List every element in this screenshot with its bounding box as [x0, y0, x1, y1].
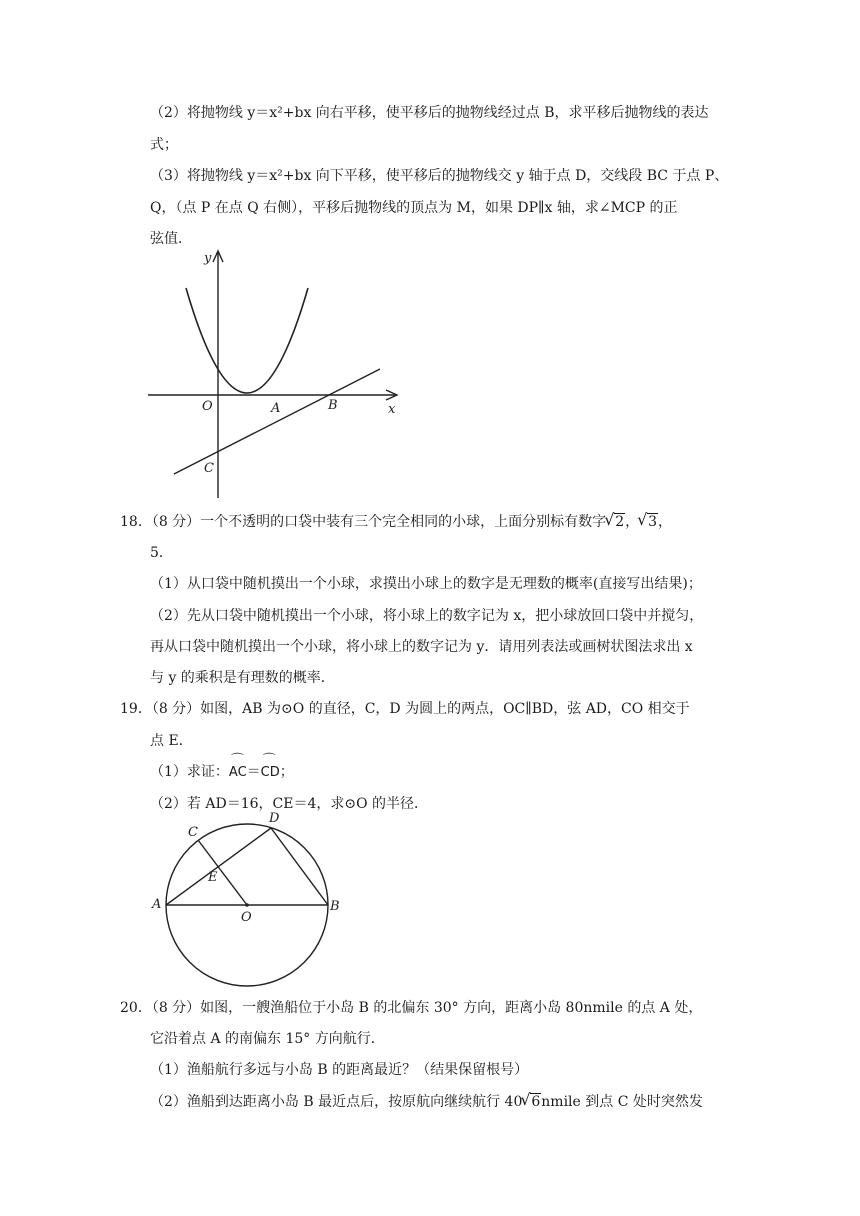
- q17-part3-line1: （3）将抛物线 y＝x²+bx 向下平移，使平移后的抛物线交 y 轴于点 D，交线段 BC 于点 P、: [150, 168, 729, 184]
- parabola-figure: [148, 248, 402, 500]
- q18-part2-line2: 再从口袋中随机摸出一个小球，将小球上的数字记为 y．请用列表法或画树状图法求出 x: [150, 639, 693, 655]
- q18-part2-line3: 与 y 的乘积是有理数的概率．: [150, 670, 335, 686]
- q20-part2: （2）渔船到达距离小岛 B 最近点后，按原航向继续航行 40√ 6nmile 到点 C 处时突然发: [150, 1092, 703, 1112]
- q20-header-line2: 它沿着点 A 的南偏东 15° 方向航行．: [150, 1031, 385, 1047]
- fig19-label-E: E: [208, 870, 218, 885]
- q17-part2-line1: （2）将抛物线 y＝x²+bx 向右平移，使平移后的抛物线经过点 B，求平移后抛物线的表达: [150, 105, 709, 121]
- fig17-label-C: C: [204, 461, 214, 476]
- fig19-label-B: B: [330, 899, 340, 914]
- q20-header-text: （8 分）如图，一艘渔船位于小岛 B 的北偏东 30° 方向，距离小岛 80nmile 的点 A 处，: [151, 1000, 703, 1016]
- q17-part3-line3: 弦值．: [150, 231, 192, 247]
- fig19-label-A: A: [152, 897, 162, 912]
- sqrt-6: √ 6: [522, 1092, 541, 1112]
- circle-figure: [148, 806, 348, 988]
- fig17-label-B: B: [328, 398, 338, 413]
- q19-part1: （1）求证：⌒ AC＝⌒ CD；: [150, 762, 294, 783]
- q17-part3-line2: Q，（点 P 在点 Q 右侧），平移后抛物线的顶点为 M，如果 DP∥x 轴，求∠MCP 的正: [150, 200, 678, 216]
- q19-header-line2: 点 E．: [150, 733, 193, 749]
- q19-part2: （2）若 AD＝16，CE＝4，求⊙O 的半径．: [150, 796, 429, 812]
- q20-number: 20．: [120, 1000, 152, 1016]
- q18-number-five: 5．: [150, 545, 173, 561]
- q20-part1: （1）渔船航行多远与小岛 B 的距离最近？（结果保留根号）: [150, 1062, 529, 1078]
- q19-number: 19．: [120, 701, 152, 717]
- fig19-label-O: O: [241, 910, 252, 925]
- q19-header-line1: [120, 699, 690, 719]
- q20-header-line1: [120, 998, 702, 1018]
- arc-CD: ⌒ CD: [261, 763, 280, 783]
- fig19-label-C: C: [188, 825, 198, 840]
- q18-number: 18．: [120, 514, 152, 530]
- q18-part2-line1: （2）先从口袋中随机摸出一个小球，将小球上的数字记为 x，把小球放回口袋中并搅匀，: [150, 608, 704, 624]
- arc-AC: ⌒ AC: [229, 763, 247, 783]
- q18-header-text: （8 分）一个不透明的口袋中装有三个完全相同的小球，上面分别标有数字: [151, 514, 607, 530]
- sqrt-3: √ 3: [639, 512, 658, 532]
- fig17-label-O: O: [202, 399, 213, 414]
- q18-header-line: 18．（8 分）一个不透明的口袋中装有三个完全相同的小球，上面分别标有数字√ 2，√ 3，: [120, 512, 672, 532]
- q17-part2-line2: 式；: [150, 137, 178, 153]
- fig17-label-A: A: [271, 401, 281, 416]
- q19-header-text: （8 分）如图，AB 为⊙O 的直径，C，D 为圆上的两点，OC∥BD，弦 AD，CO 相交于: [151, 701, 690, 717]
- q18-part1: （1）从口袋中随机摸出一个小球，求摸出小球上的数字是无理数的概率(直接写出结果)；: [150, 576, 702, 592]
- fig17-label-y: y: [204, 251, 212, 266]
- fig19-label-D: D: [269, 811, 280, 826]
- fig17-label-x: x: [388, 402, 396, 417]
- sqrt-2: √ 2: [606, 512, 625, 532]
